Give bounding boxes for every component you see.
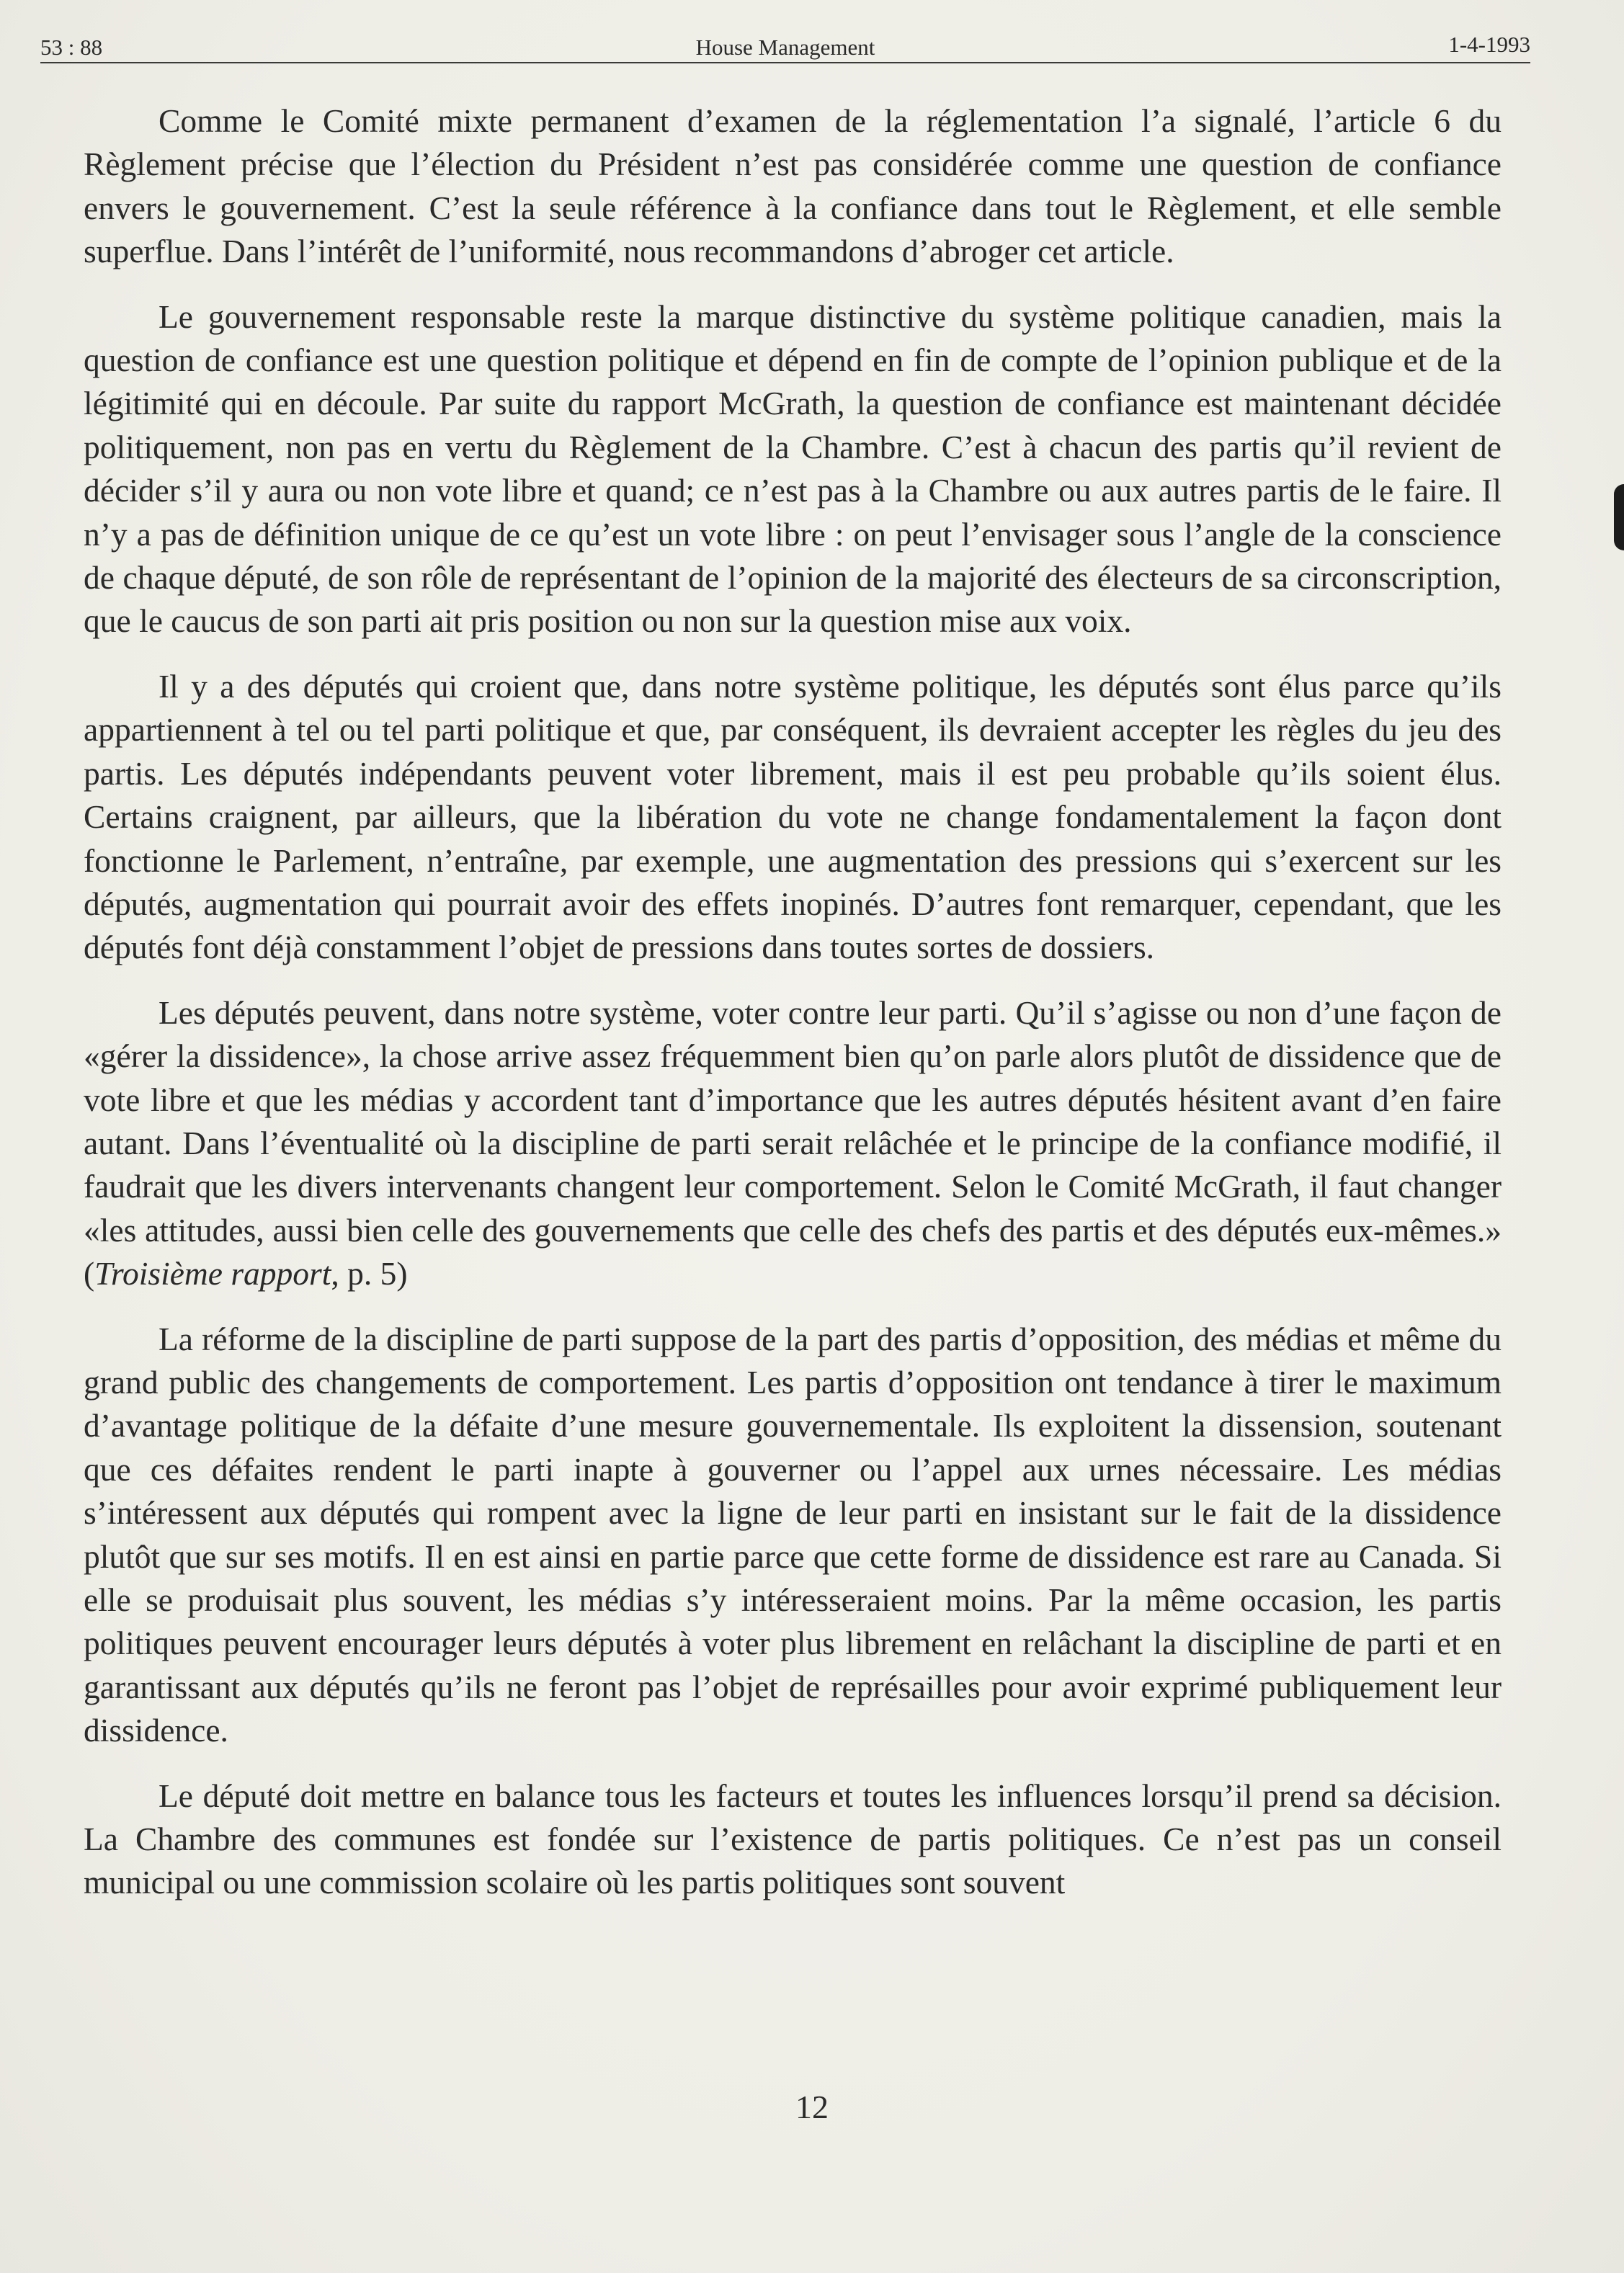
paragraph-2: Le gouvernement responsable reste la marque distinctive du système politique canadien, mais la question de confiance est une question politique et dépend en fin de compte de l’opinion publique et de la légitimité qui en découle. Par suite du rapport McGrath, la question de confiance est maintenant décidée politiquement, non pas en vertu du Règlement de la Chambre. C’est à chacun des partis qu’il revient de décider s’il y aura ou non vote libre et quand; ce n’est pas à la Chambre ou aux autres partis de le faire. Il n’y a pas de définition unique de ce qu’est un vote libre : on peut l’envisager sous l’angle de la conscience de chaque député, de son rôle de représentant de l’opinion de la majorité des électeurs de sa circonscription, que le caucus de son parti ait pris position ou non sur la question mise aux voix.	[84, 298, 1502, 640]
paragraph-4-text: Les députés peuvent, dans notre système, voter contre leur parti. Qu’il s’agisse ou non d’une façon de «gérer la dissidence», la chose arrive assez fréquemment bien qu’on parle alors plutôt de dissidence que de vote libre et que les médias y accordent tant d’importance que les autres députés hésitent avant d’en faire autant. Dans l’éventualité où la discipline de parti serait relâchée et le principe de la confiance modifié, il faudrait que les divers intervenants changent leur comportement. Selon le Comité McGrath, il faut changer «les attitudes, aussi bien celle des gouvernements que celle des chefs des partis et des députés eux-mêmes.» (	[84, 993, 1502, 1292]
header-page-ref: 53 : 88	[40, 35, 103, 60]
paragraph-3: Il y a des députés qui croient que, dans notre système politique, les députés sont élus parce qu’ils appartiennent à tel ou tel parti politique et que, par conséquent, ils devraient accepter les règles du jeu des partis. Les députés indépendants peuvent voter librement, mais il est peu probable qu’ils soient élus. Certains craignent, par ailleurs, que la libération du vote ne change fondamentalement la façon dont fonctionne le Parlement, n’entraîne, par exemple, une augmentation des pressions qui s’exercent sur les députés, augmentation qui pourrait avoir des effets inopinés. D’autres font remarquer, cependant, que les députés font déjà constamment l’objet de pressions dans toutes sortes de dossiers.	[84, 667, 1502, 966]
header-title: House Management	[695, 35, 875, 60]
page-number: 12	[795, 2089, 829, 2125]
header-date: 1-4-1993	[1448, 32, 1530, 57]
paragraph-4-citation-page: , p. 5)	[331, 1255, 408, 1292]
running-header	[40, 27, 1530, 63]
paragraph-5: La réforme de la discipline de parti suppose de la part des partis d’opposition, des médias et même du grand public des changements de comportement. Les partis d’opposition ont tendance à tirer le maximum d’avantage politique de la défaite d’une mesure gouvernementale. Ils exploitent la dissension, soutenant que ces défaites rendent le parti inapte à gouverner ou l’appel aux urnes nécessaire. Les médias s’intéressent aux députés qui rompent avec la ligne de leur parti en insistant sur le fait de la dissidence plutôt que sur ses motifs. Il en est ainsi en partie parce que cette forme de dissidence est rare au Canada. Si elle se produisait plus souvent, les médias s’y intéresseraient moins. Par la même occasion, les partis politiques peuvent encourager leurs députés à voter plus librement en relâchant la discipline de parti et en garantissant aux députés qu’ils ne feront pas l’objet de représailles pour avoir exprimé publiquement leur dissidence.	[84, 1320, 1502, 1749]
paragraph-1: Comme le Comité mixte permanent d’examen de la réglementation l’a signalé, l’article 6 du Règlement précise que l’élection du Président n’est pas considérée comme une question de confiance envers le gouvernement. C’est la seule référence à la confiance dans tout le Règlement, et elle semble superflue. Dans l’intérêt de l’uniformité, nous recommandons d’abroger cet article.	[84, 102, 1502, 270]
paragraph-4	[84, 991, 1502, 1296]
binding-edge-mark	[1614, 484, 1624, 550]
paragraph-6: Le député doit mettre en balance tous les facteurs et toutes les influences lorsqu’il prend sa décision. La Chambre des communes est fondée sur l’existence de partis politiques. Ce n’est pas un conseil municipal ou une commission scolaire où les partis politiques sont souvent	[84, 1777, 1502, 1901]
report-title-citation: Troisième rapport	[94, 1255, 331, 1292]
body-text	[84, 99, 1502, 1905]
